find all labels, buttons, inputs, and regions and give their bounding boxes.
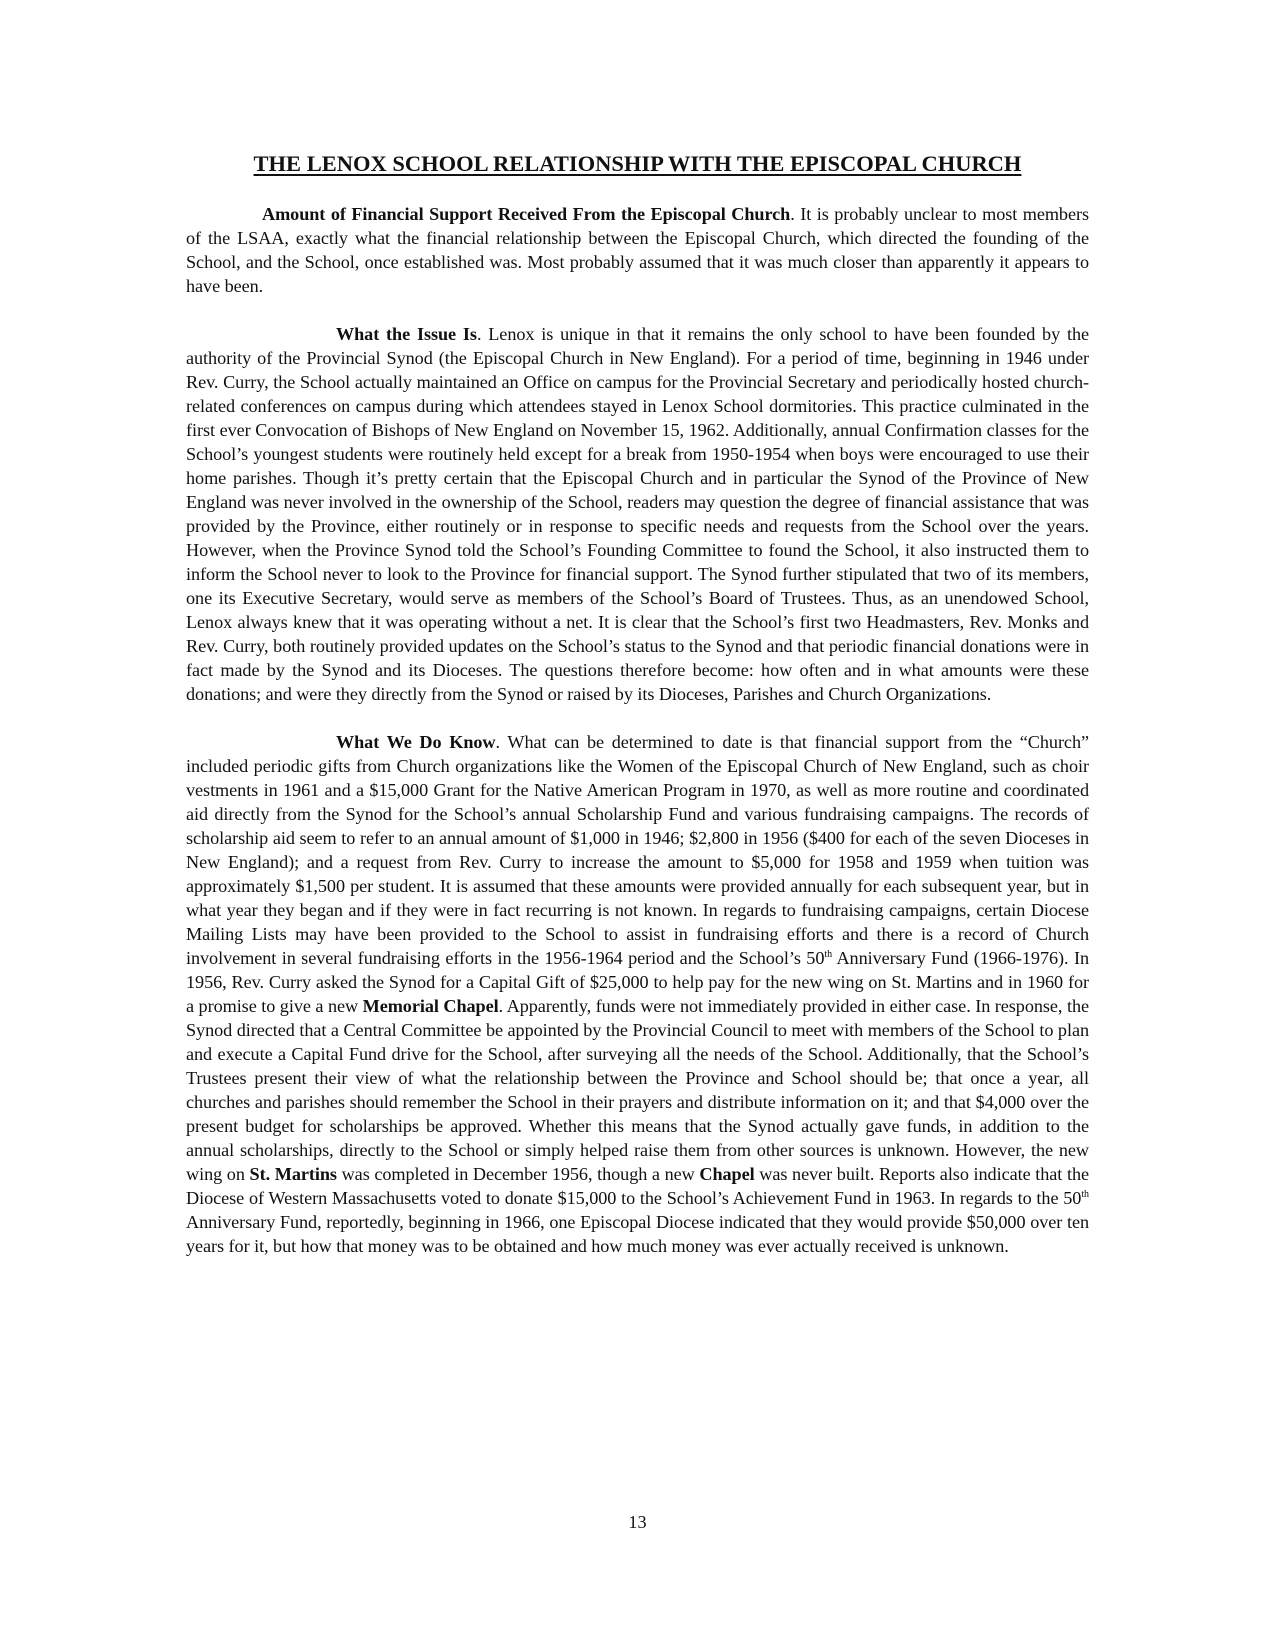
ordinal-superscript: th <box>824 948 833 960</box>
paragraph-text: was never built. Reports also indicate that the Diocese of Western Massachusetts voted to donate $15,000 to the School’s Achievement Fund in 1963. In regards to the 50 <box>186 1164 1089 1208</box>
emphasis-chapel: Chapel <box>699 1164 755 1184</box>
emphasis-memorial-chapel: Memorial Chapel <box>362 996 499 1016</box>
paragraph-what-we-do-know <box>186 730 1089 1258</box>
paragraph-heading: What the Issue Is <box>336 324 477 344</box>
paragraph-text: . Apparently, funds were not immediately provided in either case. In response, the Synod directed that a Central Committee be appointed by the Provincial Council to meet with members of the School to plan and execute a Capital Fund drive for the School, after surveying all the needs of the School. Additionally, that the School’s Trustees present their view of what the relationship between the Province and School should be; that once a year, all churches and parishes should remember the School in their prayers and distribute information on it; and that $4,000 over the present budget for scholarships be approved. Whether this means that the Synod actually gave funds, in addition to the annual scholarships, directly to the School or simply helped raise them from other sources is unknown. However, the new wing on <box>186 996 1089 1184</box>
document-body <box>186 202 1089 1258</box>
paragraph-text: . It is probably unclear to most members of the LSAA, exactly what the financial relationship between the Episcopal Church, which directed the founding of the School, and the School, once established was. Most probably assumed that it was much closer than apparently it appears to have been. <box>186 204 1089 296</box>
paragraph-heading: What We Do Know <box>336 732 496 752</box>
paragraph-text: . Lenox is unique in that it remains the only school to have been founded by the authority of the Provincial Synod (the Episcopal Church in New England). For a period of time, beginning in 1946 under Rev. Curry, the School actually maintained an Office on campus for the Provincial Secretary and periodically hosted church-related conferences on campus during which attendees stayed in Lenox School dormitories. This practice culminated in the first ever Convocation of Bishops of New England on November 15, 1962. Additionally, annual Confirmation classes for the School’s youngest students were routinely held except for a break from 1950-1954 when boys were encouraged to use their home parishes. Though it’s pretty certain that the Episcopal Church and in particular the Synod of the Province of New England was never involved in the ownership of the School, readers may question the degree of financial assistance that was provided by the Province, either routinely or in response to specific needs and requests from the School over the years. However, when the Province Synod told the School’s Founding Committee to found the School, it also instructed them to inform the School never to look to the Province for financial support. The Synod further stipulated that two of its members, one its Executive Secretary, would serve as members of the School’s Board of Trustees. Thus, as an unendowed School, Lenox always knew that it was operating without a net. It is clear that the School’s first two Headmasters, Rev. Monks and Rev. Curry, both routinely provided updates on the School’s status to the Synod and that periodic financial donations were in fact made by the Synod and its Dioceses. The questions therefore become: how often and in what amounts were these donations; and were they directly from the Synod or raised by its Dioceses, Parishes and Church Organizations. <box>186 324 1089 704</box>
emphasis-st-martins: St. Martins <box>249 1164 337 1184</box>
paragraph-text: was completed in December 1956, though a new <box>336 1164 700 1184</box>
page-number: 13 <box>628 1512 647 1532</box>
paragraph-text: . What can be determined to date is that financial support from the “Church” included periodic gifts from Church organizations like the Women of the Episcopal Church of New England, such as choir vestments in 1961 and a $15,000 Grant for the Native American Program in 1970, as well as more routine and coordinated aid directly from the Synod for the School’s annual Scholarship Fund and various fundraising campaigns. The records of scholarship aid seem to refer to an annual amount of $1,000 in 1946; $2,800 in 1956 ($400 for each of the seven Dioceses in New England); and a request from Rev. Curry to increase the amount to $5,000 for 1958 and 1959 when tuition was approximately $1,500 per student. It is assumed that these amounts were provided annually for each subsequent year, but in what year they began and if they were in fact recurring is not known. In regards to fundraising campaigns, certain Diocese Mailing Lists may have been provided to the School to assist in fundraising efforts and there is a record of Church involvement in several fundraising efforts in the 1956-1964 period and the School’s 50 <box>186 732 1089 968</box>
ordinal-superscript: th <box>1081 1188 1089 1200</box>
paragraph-what-the-issue-is <box>186 322 1089 706</box>
page-title: THE LENOX SCHOOL RELATIONSHIP WITH THE EPISCOPAL CHURCH <box>253 151 1022 176</box>
paragraph-heading: Amount of Financial Support Received From the Episcopal Church <box>262 204 791 224</box>
paragraph-financial-support <box>186 202 1089 298</box>
paragraph-text: Anniversary Fund (1966-1976). In 1956, Rev. Curry asked the Synod for a Capital Gift of $25,000 to help pay for the new wing on St. Martins and in 1960 for a promise to give a new <box>186 948 1089 1016</box>
paragraph-text: Anniversary Fund, reportedly, beginning in 1966, one Episcopal Diocese indicated that they would provide $50,000 over ten years for it, but how that money was to be obtained and how much money was ever actually received is unknown. <box>186 1212 1089 1256</box>
